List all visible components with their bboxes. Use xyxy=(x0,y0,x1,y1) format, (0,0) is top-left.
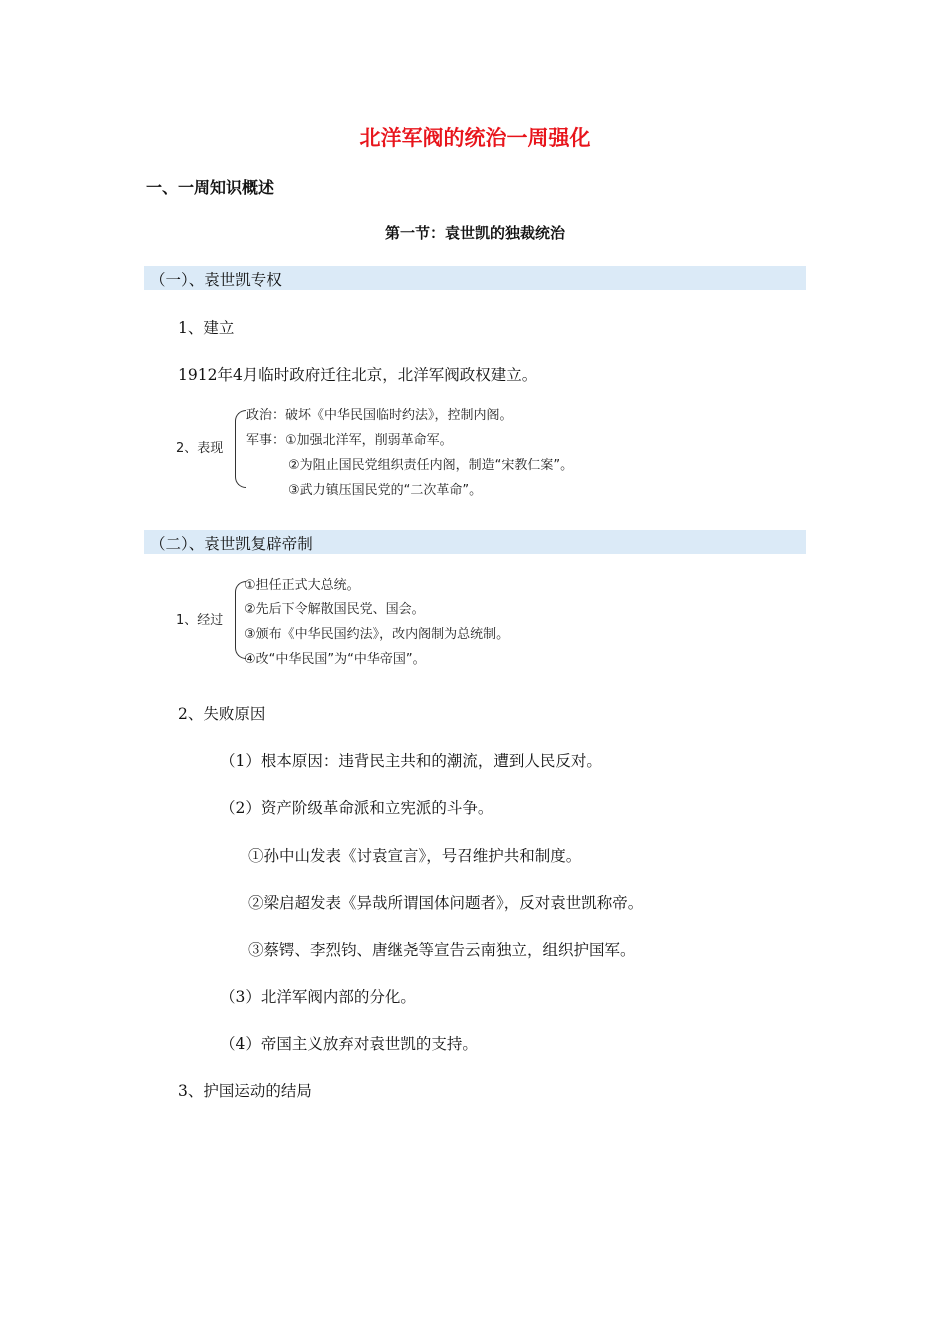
brace-icon xyxy=(235,410,246,488)
section-heading: 一、一周知识概述 xyxy=(146,178,275,197)
reason-item: （3）北洋军阀内部的分化。 xyxy=(220,988,416,1006)
reason-item: （4）帝国主义放弃对袁世凯的支持。 xyxy=(220,1035,478,1053)
part1-diagram-label: 2、表现 xyxy=(176,441,224,456)
part2-item2: 2、失败原因 xyxy=(178,705,266,723)
part1-heading: （一）、袁世凯专权 xyxy=(150,271,282,289)
part2-item3: 3、护国运动的结局 xyxy=(178,1082,312,1100)
part2-diagram-line: ①担任正式大总统。 xyxy=(244,578,360,593)
part1-item1-text: 1912年4月临时政府迁往北京，北洋军阀政权建立。 xyxy=(178,366,538,384)
reason-subitem: ③蔡锷、李烈钧、唐继尧等宣告云南独立，组织护国军。 xyxy=(248,941,636,959)
part2-diagram-line: ③颁布《中华民国约法》，改内阁制为总统制。 xyxy=(244,627,510,642)
part1-diagram-line: 军事：①加强北洋军，削弱革命军。 xyxy=(246,433,453,448)
part1-diagram-line: 政治：破坏《中华民国临时约法》，控制内阁。 xyxy=(246,408,513,423)
part1-diagram-line: ②为阻止国民党组织责任内阁，制造“宋教仁案”。 xyxy=(288,458,574,473)
reason-item: （1）根本原因：违背民主共和的潮流，遭到人民反对。 xyxy=(220,752,602,770)
part2-heading: （二）、袁世凯复辟帝制 xyxy=(150,535,313,553)
part2-diagram-label: 1、经过 xyxy=(176,613,224,628)
part2-diagram-line: ②先后下令解散国民党、国会。 xyxy=(244,602,425,617)
part2-diagram-line: ④改“中华民国”为“中华帝国”。 xyxy=(244,652,426,667)
page-title: 北洋军阀的统治一周强化 xyxy=(359,126,591,150)
part1-diagram-line: ③武力镇压国民党的“二次革命”。 xyxy=(288,483,483,498)
reason-subitem: ②梁启超发表《异哉所谓国体问题者》，反对袁世凯称帝。 xyxy=(248,894,644,912)
reason-item: （2）资产阶级革命派和立宪派的斗争。 xyxy=(220,799,494,817)
lesson-heading: 第一节：袁世凯的独裁统治 xyxy=(384,224,565,242)
part2-heading-band xyxy=(144,530,806,554)
reason-subitem: ①孙中山发表《讨袁宣言》，号召维护共和制度。 xyxy=(248,847,582,865)
part1-heading-band xyxy=(144,266,806,290)
part1-item1: 1、建立 xyxy=(178,319,235,337)
